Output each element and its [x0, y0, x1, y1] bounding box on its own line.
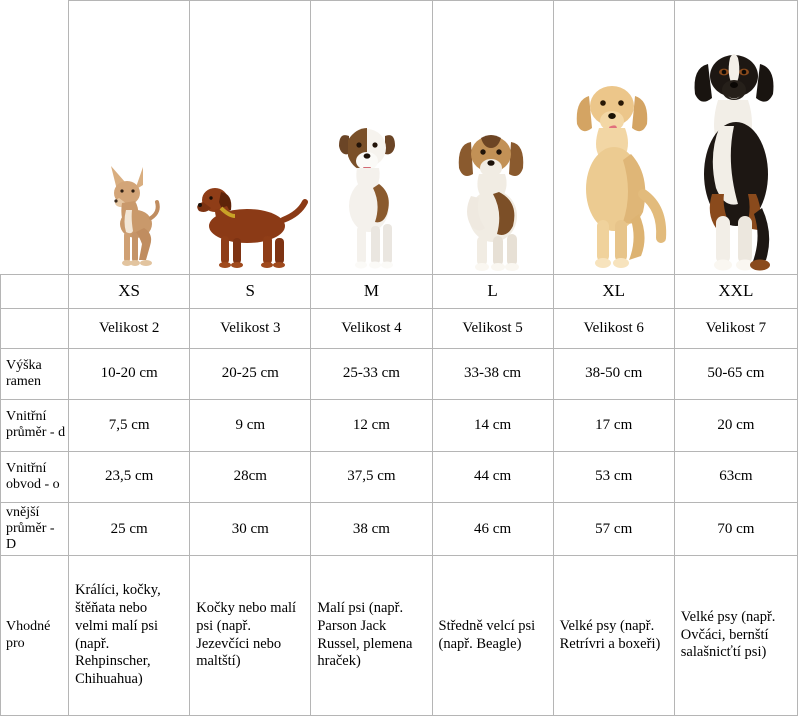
suitable-for-xs: Králíci, kočky, štěňata nebo velmi malí psi (např. Rehpinscher, Chihuahua) [69, 556, 190, 716]
photo-cell-xxl [674, 1, 797, 275]
size-number-row-label [1, 308, 69, 348]
size-number-xxl: Velikost 7 [674, 308, 797, 348]
table-row-outer-diameter [1, 503, 798, 556]
jack-russell-photo [323, 114, 419, 272]
inner-diameter-xxl: 20 cm [674, 400, 797, 452]
outer-diameter-xs: 25 cm [69, 503, 190, 556]
beagle-photo [441, 124, 545, 272]
inner-diameter-xs: 7,5 cm [69, 400, 190, 452]
inner-diameter-l: 14 cm [432, 400, 553, 452]
photo-cell-l [432, 1, 553, 275]
inner-diameter-xl: 17 cm [553, 400, 674, 452]
size-number-l: Velikost 5 [432, 308, 553, 348]
size-number-s: Velikost 3 [190, 308, 311, 348]
size-code-l: L [432, 274, 553, 308]
shoulder-height-xs: 10-20 cm [69, 348, 190, 400]
inner-circumference-xxl: 63cm [674, 451, 797, 503]
suitable-for-xl: Velké psy (např. Retrívri a boxeři) [553, 556, 674, 716]
inner-circumference-xl: 53 cm [553, 451, 674, 503]
suitable-for-l: Středně velcí psi (např. Beagle) [432, 556, 553, 716]
shoulder-height-s: 20-25 cm [190, 348, 311, 400]
row-label-shoulder-height: Výška ramen [1, 348, 69, 400]
inner-circumference-xs: 23,5 cm [69, 451, 190, 503]
inner-circumference-l: 44 cm [432, 451, 553, 503]
row-label-inner-diameter: Vnitřní průměr - d [1, 400, 69, 452]
inner-diameter-s: 9 cm [190, 400, 311, 452]
size-number-xl: Velikost 6 [553, 308, 674, 348]
photo-cell-m [311, 1, 432, 275]
bernese-mountain-dog-photo [678, 44, 794, 272]
size-number-row [1, 308, 798, 348]
shoulder-height-xl: 38-50 cm [553, 348, 674, 400]
row-label-inner-circumference: Vnitřní obvod - o [1, 451, 69, 503]
photo-cell-s [190, 1, 311, 275]
table-row-suitable-for [1, 556, 798, 716]
suitable-for-xxl: Velké psy (např. Ovčáci, bernští salašnicťtí psi) [674, 556, 797, 716]
size-code-row-label [1, 274, 69, 308]
outer-diameter-m: 38 cm [311, 503, 432, 556]
suitable-for-m: Malí psi (např. Parson Jack Russel, plemena hraček) [311, 556, 432, 716]
photo-cell-xl [553, 1, 674, 275]
size-number-xs: Velikost 2 [69, 308, 190, 348]
inner-circumference-m: 37,5 cm [311, 451, 432, 503]
golden-retriever-photo [559, 74, 669, 272]
table-row-inner-diameter [1, 400, 798, 452]
row-label-suitable-for: Vhodné pro [1, 556, 69, 716]
outer-diameter-xxl: 70 cm [674, 503, 797, 556]
inner-circumference-s: 28cm [190, 451, 311, 503]
size-code-m: M [311, 274, 432, 308]
size-code-row [1, 274, 798, 308]
photo-cell-xs [69, 1, 190, 275]
size-code-xs: XS [69, 274, 190, 308]
size-number-m: Velikost 4 [311, 308, 432, 348]
photo-row [1, 1, 798, 275]
outer-diameter-l: 46 cm [432, 503, 553, 556]
chihuahua-photo [89, 160, 169, 272]
shoulder-height-xxl: 50-65 cm [674, 348, 797, 400]
shoulder-height-l: 33-38 cm [432, 348, 553, 400]
shoulder-height-m: 25-33 cm [311, 348, 432, 400]
empty-corner-cell [1, 1, 69, 275]
outer-diameter-s: 30 cm [190, 503, 311, 556]
row-label-outer-diameter: vnější průměr - D [1, 503, 69, 556]
size-code-xl: XL [553, 274, 674, 308]
table-row-inner-circumference [1, 451, 798, 503]
inner-diameter-m: 12 cm [311, 400, 432, 452]
size-code-s: S [190, 274, 311, 308]
size-code-xxl: XXL [674, 274, 797, 308]
outer-diameter-xl: 57 cm [553, 503, 674, 556]
table-row-shoulder-height [1, 348, 798, 400]
dachshund-photo [191, 164, 309, 272]
suitable-for-s: Kočky nebo malí psi (např. Jezevčíci nebo maltští) [190, 556, 311, 716]
